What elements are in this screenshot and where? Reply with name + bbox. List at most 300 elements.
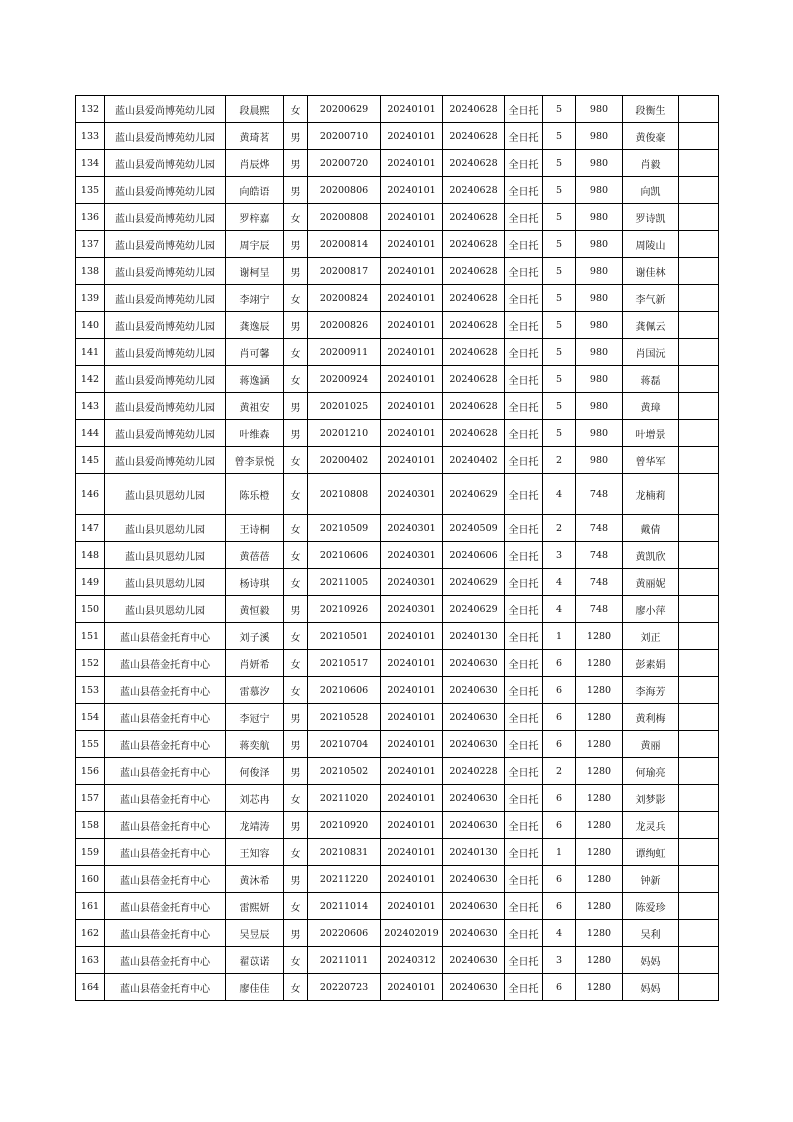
- cell-row-number: 141: [76, 339, 105, 366]
- cell-birth-date: 20200402: [308, 447, 381, 474]
- cell-remark: [679, 258, 719, 285]
- cell-kindergarten-name: 蓝山县爱尚博苑幼儿园: [105, 258, 226, 285]
- cell-gender: 男: [284, 812, 308, 839]
- cell-gender: 女: [284, 974, 308, 1001]
- cell-end-date: 20240630: [443, 866, 505, 893]
- cell-end-date: 20240130: [443, 623, 505, 650]
- cell-remark: [679, 596, 719, 623]
- cell-start-date: 20240101: [381, 204, 443, 231]
- cell-birth-date: 20200924: [308, 366, 381, 393]
- cell-gender: 女: [284, 96, 308, 123]
- cell-row-number: 153: [76, 677, 105, 704]
- cell-gender: 女: [284, 447, 308, 474]
- cell-months: 2: [543, 758, 576, 785]
- cell-guardian-name: 谢佳林: [623, 258, 679, 285]
- cell-end-date: 20240630: [443, 650, 505, 677]
- cell-child-name: 蒋逸涵: [226, 366, 284, 393]
- cell-kindergarten-name: 蓝山县蓓金托育中心: [105, 623, 226, 650]
- cell-birth-date: 20200808: [308, 204, 381, 231]
- cell-kindergarten-name: 蓝山县爱尚博苑幼儿园: [105, 231, 226, 258]
- cell-start-date: 20240101: [381, 420, 443, 447]
- table-row: [76, 177, 719, 204]
- cell-gender: 女: [284, 515, 308, 542]
- cell-remark: [679, 150, 719, 177]
- cell-child-name: 向皓语: [226, 177, 284, 204]
- table-row: [76, 231, 719, 258]
- table-row: [76, 785, 719, 812]
- cell-child-name: 段晨熙: [226, 96, 284, 123]
- cell-remark: [679, 474, 719, 515]
- cell-row-number: 143: [76, 393, 105, 420]
- cell-months: 5: [543, 204, 576, 231]
- cell-kindergarten-name: 蓝山县蓓金托育中心: [105, 785, 226, 812]
- table-body: [76, 96, 719, 1001]
- cell-birth-date: 20200814: [308, 231, 381, 258]
- cell-guardian-name: 黄丽: [623, 731, 679, 758]
- cell-care-type: 全日托: [505, 596, 543, 623]
- cell-start-date: 20240101: [381, 974, 443, 1001]
- cell-end-date: 20240628: [443, 393, 505, 420]
- table-row: [76, 974, 719, 1001]
- cell-fee: 1280: [576, 677, 623, 704]
- cell-remark: [679, 839, 719, 866]
- cell-fee: 980: [576, 420, 623, 447]
- table-row: [76, 893, 719, 920]
- cell-months: 2: [543, 447, 576, 474]
- cell-care-type: 全日托: [505, 569, 543, 596]
- cell-end-date: 20240628: [443, 366, 505, 393]
- cell-months: 6: [543, 974, 576, 1001]
- cell-start-date: 20240101: [381, 677, 443, 704]
- cell-row-number: 154: [76, 704, 105, 731]
- cell-months: 6: [543, 704, 576, 731]
- cell-months: 4: [543, 569, 576, 596]
- cell-start-date: 20240101: [381, 96, 443, 123]
- cell-row-number: 147: [76, 515, 105, 542]
- table-row: [76, 596, 719, 623]
- cell-fee: 1280: [576, 812, 623, 839]
- cell-end-date: 20240628: [443, 231, 505, 258]
- cell-row-number: 142: [76, 366, 105, 393]
- table-row: [76, 677, 719, 704]
- cell-row-number: 157: [76, 785, 105, 812]
- cell-fee: 1280: [576, 893, 623, 920]
- cell-care-type: 全日托: [505, 515, 543, 542]
- cell-fee: 1280: [576, 866, 623, 893]
- cell-gender: 男: [284, 123, 308, 150]
- cell-end-date: 20240628: [443, 150, 505, 177]
- cell-end-date: 20240628: [443, 339, 505, 366]
- table-row: [76, 515, 719, 542]
- cell-guardian-name: 黄利梅: [623, 704, 679, 731]
- cell-fee: 1280: [576, 704, 623, 731]
- cell-care-type: 全日托: [505, 704, 543, 731]
- cell-gender: 男: [284, 231, 308, 258]
- cell-kindergarten-name: 蓝山县蓓金托育中心: [105, 731, 226, 758]
- cell-kindergarten-name: 蓝山县爱尚博苑幼儿园: [105, 312, 226, 339]
- cell-remark: [679, 123, 719, 150]
- cell-row-number: 139: [76, 285, 105, 312]
- cell-child-name: 黄沐希: [226, 866, 284, 893]
- cell-birth-date: 20210509: [308, 515, 381, 542]
- cell-care-type: 全日托: [505, 812, 543, 839]
- cell-months: 5: [543, 231, 576, 258]
- cell-fee: 1280: [576, 785, 623, 812]
- cell-kindergarten-name: 蓝山县爱尚博苑幼儿园: [105, 393, 226, 420]
- cell-guardian-name: 蒋磊: [623, 366, 679, 393]
- cell-guardian-name: 妈妈: [623, 974, 679, 1001]
- cell-months: 6: [543, 893, 576, 920]
- cell-end-date: 20240628: [443, 420, 505, 447]
- cell-remark: [679, 758, 719, 785]
- cell-gender: 女: [284, 677, 308, 704]
- cell-guardian-name: 李海芳: [623, 677, 679, 704]
- cell-months: 4: [543, 474, 576, 515]
- cell-kindergarten-name: 蓝山县蓓金托育中心: [105, 677, 226, 704]
- cell-end-date: 20240628: [443, 177, 505, 204]
- cell-gender: 男: [284, 866, 308, 893]
- cell-fee: 1280: [576, 839, 623, 866]
- cell-remark: [679, 812, 719, 839]
- cell-remark: [679, 96, 719, 123]
- cell-row-number: 150: [76, 596, 105, 623]
- cell-row-number: 156: [76, 758, 105, 785]
- cell-remark: [679, 542, 719, 569]
- cell-row-number: 159: [76, 839, 105, 866]
- cell-care-type: 全日托: [505, 204, 543, 231]
- cell-care-type: 全日托: [505, 447, 543, 474]
- cell-child-name: 王知容: [226, 839, 284, 866]
- cell-child-name: 黄蓓蓓: [226, 542, 284, 569]
- cell-guardian-name: 黄璋: [623, 393, 679, 420]
- cell-months: 5: [543, 123, 576, 150]
- cell-child-name: 周宇辰: [226, 231, 284, 258]
- cell-guardian-name: 肖毅: [623, 150, 679, 177]
- cell-guardian-name: 段衡生: [623, 96, 679, 123]
- cell-guardian-name: 刘梦影: [623, 785, 679, 812]
- cell-birth-date: 20211014: [308, 893, 381, 920]
- enrollment-table: [75, 95, 719, 1001]
- cell-start-date: 20240101: [381, 231, 443, 258]
- cell-care-type: 全日托: [505, 920, 543, 947]
- cell-child-name: 杨诗琪: [226, 569, 284, 596]
- cell-child-name: 肖妍希: [226, 650, 284, 677]
- table-row: [76, 258, 719, 285]
- cell-birth-date: 20210502: [308, 758, 381, 785]
- cell-end-date: 20240630: [443, 893, 505, 920]
- cell-months: 5: [543, 177, 576, 204]
- cell-guardian-name: 叶增景: [623, 420, 679, 447]
- table-row: [76, 150, 719, 177]
- cell-birth-date: 20200806: [308, 177, 381, 204]
- cell-child-name: 刘芯冉: [226, 785, 284, 812]
- cell-care-type: 全日托: [505, 177, 543, 204]
- cell-guardian-name: 罗诗凯: [623, 204, 679, 231]
- table-row: [76, 812, 719, 839]
- cell-remark: [679, 893, 719, 920]
- cell-gender: 女: [284, 339, 308, 366]
- table-row: [76, 393, 719, 420]
- cell-guardian-name: 戴倩: [623, 515, 679, 542]
- cell-birth-date: 20211005: [308, 569, 381, 596]
- cell-row-number: 161: [76, 893, 105, 920]
- cell-kindergarten-name: 蓝山县爱尚博苑幼儿园: [105, 150, 226, 177]
- cell-start-date: 20240101: [381, 447, 443, 474]
- cell-end-date: 20240629: [443, 474, 505, 515]
- cell-start-date: 20240101: [381, 839, 443, 866]
- table-row: [76, 339, 719, 366]
- cell-fee: 980: [576, 177, 623, 204]
- cell-kindergarten-name: 蓝山县贝恩幼儿园: [105, 569, 226, 596]
- cell-end-date: 20240628: [443, 312, 505, 339]
- cell-gender: 女: [284, 947, 308, 974]
- cell-start-date: 20240101: [381, 177, 443, 204]
- cell-remark: [679, 447, 719, 474]
- cell-fee: 748: [576, 474, 623, 515]
- cell-birth-date: 20211011: [308, 947, 381, 974]
- cell-kindergarten-name: 蓝山县爱尚博苑幼儿园: [105, 339, 226, 366]
- cell-fee: 1280: [576, 731, 623, 758]
- cell-end-date: 20240630: [443, 947, 505, 974]
- cell-care-type: 全日托: [505, 758, 543, 785]
- cell-guardian-name: 陈爱珍: [623, 893, 679, 920]
- cell-start-date: 202402019: [381, 920, 443, 947]
- cell-care-type: 全日托: [505, 420, 543, 447]
- cell-months: 5: [543, 420, 576, 447]
- cell-kindergarten-name: 蓝山县蓓金托育中心: [105, 920, 226, 947]
- cell-gender: 男: [284, 920, 308, 947]
- cell-gender: 女: [284, 474, 308, 515]
- cell-kindergarten-name: 蓝山县蓓金托育中心: [105, 893, 226, 920]
- table-row: [76, 839, 719, 866]
- table-row: [76, 285, 719, 312]
- cell-care-type: 全日托: [505, 339, 543, 366]
- cell-row-number: 133: [76, 123, 105, 150]
- cell-birth-date: 20200826: [308, 312, 381, 339]
- cell-kindergarten-name: 蓝山县爱尚博苑幼儿园: [105, 96, 226, 123]
- cell-row-number: 132: [76, 96, 105, 123]
- cell-remark: [679, 285, 719, 312]
- cell-row-number: 151: [76, 623, 105, 650]
- cell-fee: 980: [576, 204, 623, 231]
- cell-kindergarten-name: 蓝山县蓓金托育中心: [105, 758, 226, 785]
- cell-end-date: 20240630: [443, 974, 505, 1001]
- cell-start-date: 20240101: [381, 312, 443, 339]
- cell-guardian-name: 李气新: [623, 285, 679, 312]
- cell-start-date: 20240101: [381, 812, 443, 839]
- cell-months: 6: [543, 650, 576, 677]
- cell-start-date: 20240101: [381, 123, 443, 150]
- cell-child-name: 蒋奕航: [226, 731, 284, 758]
- cell-months: 5: [543, 96, 576, 123]
- cell-kindergarten-name: 蓝山县爱尚博苑幼儿园: [105, 204, 226, 231]
- cell-remark: [679, 339, 719, 366]
- cell-child-name: 龚逸辰: [226, 312, 284, 339]
- cell-care-type: 全日托: [505, 150, 543, 177]
- cell-fee: 980: [576, 339, 623, 366]
- cell-end-date: 20240228: [443, 758, 505, 785]
- cell-gender: 男: [284, 596, 308, 623]
- cell-child-name: 龙靖涛: [226, 812, 284, 839]
- table-row: [76, 312, 719, 339]
- cell-child-name: 黄祖安: [226, 393, 284, 420]
- cell-remark: [679, 569, 719, 596]
- cell-gender: 男: [284, 393, 308, 420]
- cell-end-date: 20240130: [443, 839, 505, 866]
- cell-kindergarten-name: 蓝山县爱尚博苑幼儿园: [105, 420, 226, 447]
- cell-birth-date: 20210831: [308, 839, 381, 866]
- cell-kindergarten-name: 蓝山县蓓金托育中心: [105, 704, 226, 731]
- cell-months: 6: [543, 785, 576, 812]
- cell-row-number: 155: [76, 731, 105, 758]
- cell-birth-date: 20210606: [308, 542, 381, 569]
- cell-remark: [679, 420, 719, 447]
- cell-birth-date: 20220723: [308, 974, 381, 1001]
- table-row: [76, 866, 719, 893]
- cell-birth-date: 20210528: [308, 704, 381, 731]
- cell-care-type: 全日托: [505, 623, 543, 650]
- cell-birth-date: 20210808: [308, 474, 381, 515]
- cell-gender: 男: [284, 420, 308, 447]
- cell-birth-date: 20211220: [308, 866, 381, 893]
- cell-guardian-name: 廖小萍: [623, 596, 679, 623]
- cell-guardian-name: 周陵山: [623, 231, 679, 258]
- cell-row-number: 135: [76, 177, 105, 204]
- cell-start-date: 20240101: [381, 339, 443, 366]
- cell-child-name: 黄琦茗: [226, 123, 284, 150]
- cell-care-type: 全日托: [505, 785, 543, 812]
- cell-child-name: 陈乐橙: [226, 474, 284, 515]
- table-row: [76, 731, 719, 758]
- cell-child-name: 吴昱辰: [226, 920, 284, 947]
- cell-kindergarten-name: 蓝山县爱尚博苑幼儿园: [105, 285, 226, 312]
- cell-row-number: 164: [76, 974, 105, 1001]
- cell-row-number: 138: [76, 258, 105, 285]
- cell-remark: [679, 677, 719, 704]
- cell-months: 6: [543, 866, 576, 893]
- table-row: [76, 569, 719, 596]
- cell-months: 3: [543, 542, 576, 569]
- cell-fee: 1280: [576, 623, 623, 650]
- cell-child-name: 曾李景悦: [226, 447, 284, 474]
- cell-row-number: 149: [76, 569, 105, 596]
- cell-gender: 女: [284, 623, 308, 650]
- cell-fee: 980: [576, 231, 623, 258]
- cell-fee: 1280: [576, 974, 623, 1001]
- cell-gender: 男: [284, 258, 308, 285]
- cell-end-date: 20240628: [443, 258, 505, 285]
- cell-gender: 男: [284, 704, 308, 731]
- cell-start-date: 20240101: [381, 785, 443, 812]
- cell-child-name: 廖佳佳: [226, 974, 284, 1001]
- cell-guardian-name: 向凯: [623, 177, 679, 204]
- table-row: [76, 920, 719, 947]
- cell-care-type: 全日托: [505, 974, 543, 1001]
- cell-fee: 1280: [576, 920, 623, 947]
- cell-kindergarten-name: 蓝山县蓓金托育中心: [105, 866, 226, 893]
- cell-birth-date: 20200710: [308, 123, 381, 150]
- cell-remark: [679, 974, 719, 1001]
- cell-guardian-name: 龙楠莉: [623, 474, 679, 515]
- cell-kindergarten-name: 蓝山县贝恩幼儿园: [105, 596, 226, 623]
- cell-child-name: 谢柯呈: [226, 258, 284, 285]
- table-row: [76, 96, 719, 123]
- cell-gender: 女: [284, 204, 308, 231]
- cell-care-type: 全日托: [505, 474, 543, 515]
- cell-kindergarten-name: 蓝山县贝恩幼儿园: [105, 542, 226, 569]
- cell-months: 6: [543, 812, 576, 839]
- table-row: [76, 420, 719, 447]
- cell-fee: 748: [576, 515, 623, 542]
- cell-child-name: 翟苡诺: [226, 947, 284, 974]
- cell-birth-date: 20210704: [308, 731, 381, 758]
- cell-remark: [679, 177, 719, 204]
- cell-remark: [679, 366, 719, 393]
- cell-fee: 1280: [576, 650, 623, 677]
- cell-remark: [679, 731, 719, 758]
- cell-start-date: 20240301: [381, 569, 443, 596]
- cell-fee: 980: [576, 285, 623, 312]
- cell-end-date: 20240628: [443, 123, 505, 150]
- cell-gender: 男: [284, 312, 308, 339]
- cell-care-type: 全日托: [505, 731, 543, 758]
- cell-care-type: 全日托: [505, 312, 543, 339]
- table-row: [76, 650, 719, 677]
- cell-birth-date: 20210606: [308, 677, 381, 704]
- cell-fee: 1280: [576, 758, 623, 785]
- cell-row-number: 163: [76, 947, 105, 974]
- cell-care-type: 全日托: [505, 231, 543, 258]
- cell-birth-date: 20210920: [308, 812, 381, 839]
- cell-guardian-name: 黄俊豪: [623, 123, 679, 150]
- cell-care-type: 全日托: [505, 650, 543, 677]
- cell-child-name: 王诗桐: [226, 515, 284, 542]
- cell-birth-date: 20211020: [308, 785, 381, 812]
- cell-birth-date: 20210517: [308, 650, 381, 677]
- cell-guardian-name: 黄丽妮: [623, 569, 679, 596]
- cell-end-date: 20240630: [443, 812, 505, 839]
- cell-birth-date: 20200911: [308, 339, 381, 366]
- cell-guardian-name: 龚佩云: [623, 312, 679, 339]
- cell-months: 5: [543, 393, 576, 420]
- cell-kindergarten-name: 蓝山县蓓金托育中心: [105, 974, 226, 1001]
- cell-end-date: 20240630: [443, 920, 505, 947]
- cell-remark: [679, 393, 719, 420]
- cell-gender: 女: [284, 893, 308, 920]
- cell-end-date: 20240402: [443, 447, 505, 474]
- table-row: [76, 123, 719, 150]
- cell-care-type: 全日托: [505, 258, 543, 285]
- cell-child-name: 李翊宁: [226, 285, 284, 312]
- cell-kindergarten-name: 蓝山县爱尚博苑幼儿园: [105, 123, 226, 150]
- cell-months: 2: [543, 515, 576, 542]
- cell-start-date: 20240101: [381, 866, 443, 893]
- cell-months: 5: [543, 366, 576, 393]
- cell-guardian-name: 彭素娟: [623, 650, 679, 677]
- cell-child-name: 肖辰烨: [226, 150, 284, 177]
- cell-care-type: 全日托: [505, 866, 543, 893]
- cell-row-number: 140: [76, 312, 105, 339]
- cell-remark: [679, 312, 719, 339]
- cell-fee: 748: [576, 542, 623, 569]
- cell-remark: [679, 623, 719, 650]
- cell-fee: 980: [576, 258, 623, 285]
- cell-guardian-name: 何瑜亮: [623, 758, 679, 785]
- cell-start-date: 20240301: [381, 474, 443, 515]
- cell-child-name: 罗梓嘉: [226, 204, 284, 231]
- table-row: [76, 542, 719, 569]
- cell-guardian-name: 谭绚虹: [623, 839, 679, 866]
